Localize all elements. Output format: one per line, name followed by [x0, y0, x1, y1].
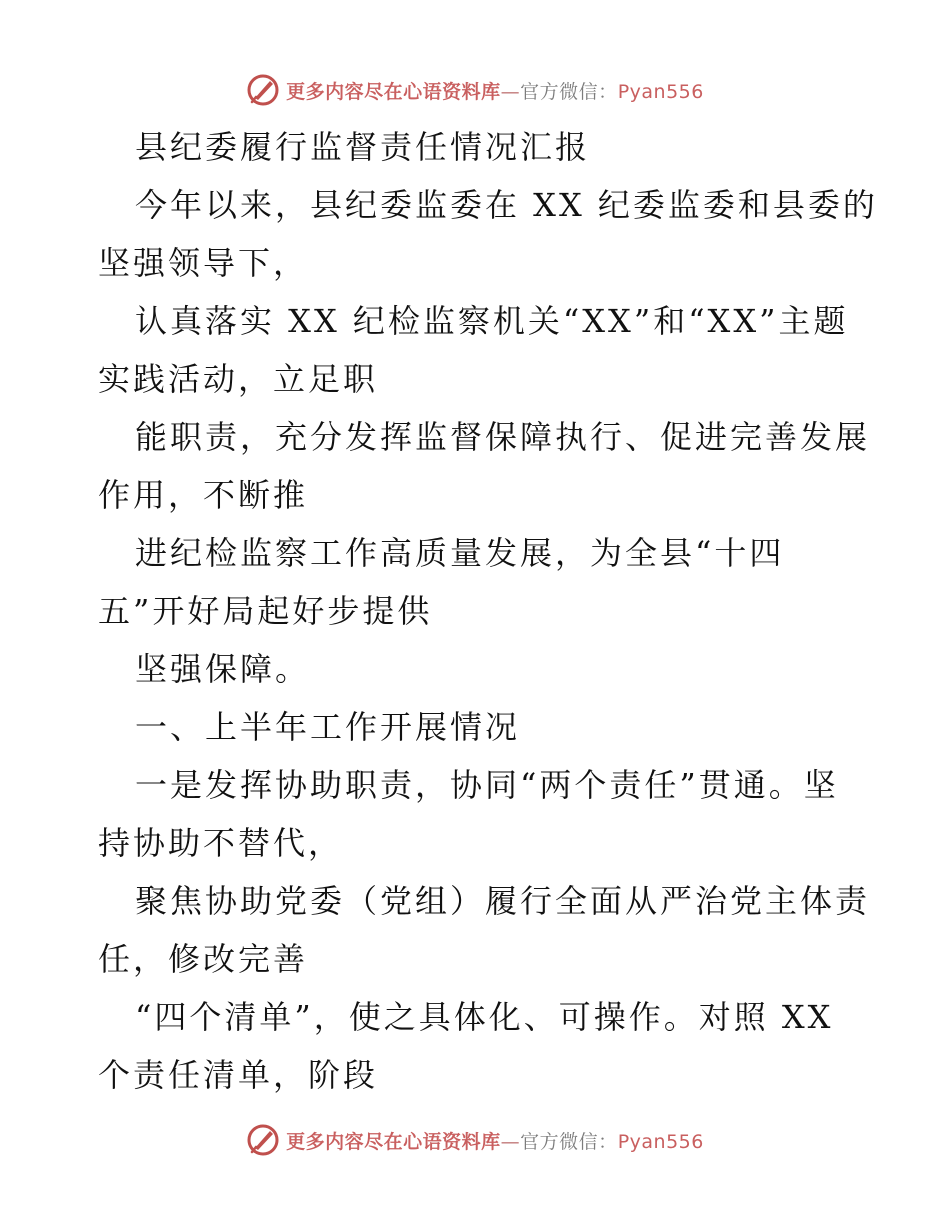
paragraph-line: 一是发挥协助职责，协同“两个责任”贯通。坚 — [135, 766, 839, 804]
watermark-footer — [0, 1120, 950, 1160]
paragraph-line: “四个清单”，使之具体化、可操作。对照 XX — [135, 998, 834, 1036]
section-heading: 一、上半年工作开展情况 — [135, 708, 521, 746]
document-title: 县纪委履行监督责任情况汇报 — [135, 128, 591, 166]
watermark-wechat-id: Pyan556 — [617, 1130, 704, 1153]
paragraph-line: 进纪检监察工作高质量发展，为全县“十四 — [135, 534, 785, 572]
watermark-sub-text: 官方微信： — [520, 1130, 618, 1153]
paragraph-line: 五”开好局起好步提供 — [98, 592, 433, 630]
paragraph-line: 任，修改完善 — [98, 940, 309, 978]
watermark-main-text: 更多内容尽在心语资料库 — [286, 1130, 501, 1153]
watermark-separator: — — [500, 1130, 521, 1153]
watermark-wechat-id: Pyan556 — [617, 80, 704, 103]
paragraph-line: 今年以来，县纪委监委在 XX 纪委监委和县委的 — [135, 186, 878, 224]
watermark-separator: — — [500, 80, 521, 103]
paragraph-line: 坚强领导下， — [98, 244, 309, 282]
paragraph-line: 实践活动，立足职 — [98, 360, 379, 398]
watermark-header — [0, 70, 950, 110]
watermark-sub-text: 官方微信： — [520, 80, 618, 103]
paragraph-line: 持协助不替代， — [98, 824, 344, 862]
quill-logo-icon — [246, 73, 280, 107]
paragraph-line: 认真落实 XX 纪检监察机关“XX”和“XX”主题 — [135, 302, 849, 340]
paragraph-line: 坚强保障。 — [135, 650, 311, 688]
paragraph-line: 能职责，充分发挥监督保障执行、促进完善发展 — [135, 418, 871, 456]
watermark-main-text: 更多内容尽在心语资料库 — [286, 80, 501, 103]
paragraph-line: 聚焦协助党委（党组）履行全面从严治党主体责 — [135, 882, 871, 920]
paragraph-line: 个责任清单，阶段 — [98, 1056, 379, 1094]
paragraph-line: 作用，不断推 — [98, 476, 309, 514]
quill-logo-icon — [246, 1123, 280, 1157]
